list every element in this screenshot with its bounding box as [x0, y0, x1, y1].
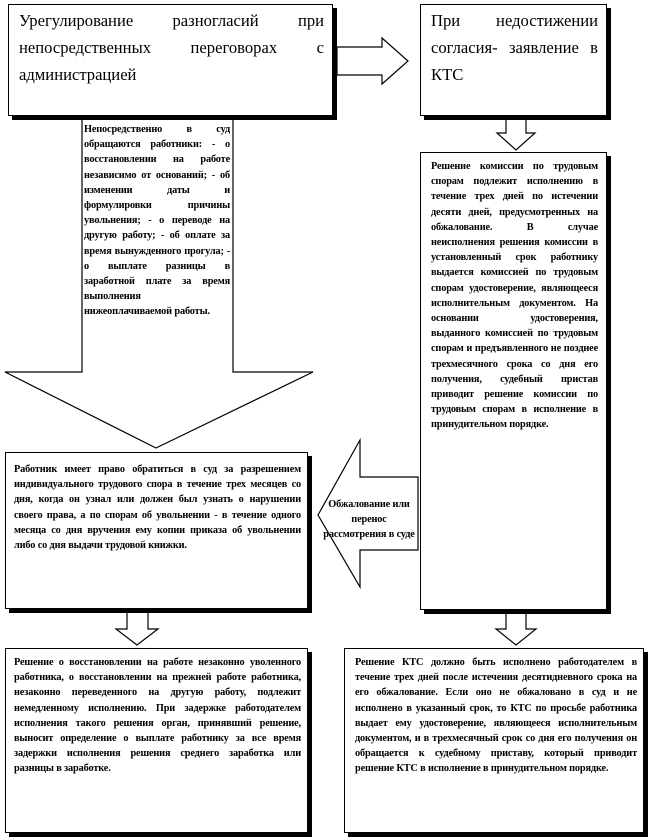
reinstatement-text: Решение о восстановлении на работе незаконно уволенного работника, о восстановлении на прежней работе работника, незаконно переведенного на другую работу, подлежит немедленному исполнению. При задержке работодателем исполнения такого решения орган, принявший решение, выносит определение о выплате работнику за все время задержки исполнения решения среднего заработка или разницы в заработке.: [14, 657, 301, 775]
worker-right-box: [5, 452, 308, 609]
direct-court-text: Непосредственно в суд обращаются работники: - о восстановлении на работе независимо от оснований; - об изменении даты и формулировки причины увольнения; - о переводе на другую работу; - об оплате за время вынужденного прогула; - о выплате разницы в заработной плате за время выполнения нижеоплачиваемой работы.: [84, 124, 230, 318]
kts-decision-box: [420, 152, 607, 610]
negotiation-box: [8, 4, 333, 116]
worker-right-text: Работник имеет право обратиться в суд за разрешением индивидуального трудового спора в течение трех месяцев со дня, когда он узнал или должен был узнать о нарушении своего права, а по спорам об увольнении - в течение одного месяца со дня вручения ему копии приказа об увольнении либо со дня выдачи трудовой книжки.: [14, 464, 301, 552]
kts-application-box: [420, 4, 607, 116]
kts-application-text: При недостижении согласия- заявление в КТС: [431, 11, 598, 84]
appeal-text-box: [323, 497, 415, 559]
arrow-down-decision: [496, 612, 536, 645]
reinstatement-box: [5, 648, 308, 833]
kts-decision-text: Решение комиссии по трудовым спорам подлежит исполнению в течение трех дней по истечении десяти дней, предусмотренных на обжалование. В случае неисполнения решения комиссии в установленный срок работнику выдается комиссией по трудовым спорам удостоверение, являющееся исполнительным документом. На основании удостоверения, выданного комиссией по трудовым спорам и предъявленного не позднее трехмесячного срока со дня его получения, судебный пристав приводит решение комиссии по трудовым спорам в исполнение в принудительном порядке.: [431, 161, 598, 431]
negotiation-text: Урегулирование разногласий при непосредственных переговорах с администрацией: [19, 11, 324, 84]
kts-execution-text: Решение КТС должно быть исполнено работодателем в течение трех дней после истечения десятидневного срока на его обжалование. Если оно не обжаловано в суд и не исполнено в указанный срок, то КТС по просьбе работника выдает ему удостоверение, являющееся исполнительным документом, и в трехмесячный срок со дня его получения он обращается к судебному приставу, который приводит решение КТС в исполнение в принудительном порядке.: [355, 657, 637, 775]
arrow-down-kts: [497, 118, 535, 150]
arrow-to-kts: [337, 38, 408, 84]
direct-court-text-box: [84, 122, 230, 370]
arrow-down-worker: [116, 612, 158, 645]
kts-execution-box: [344, 648, 644, 833]
appeal-text: Обжалование или перенос рассмотрения в суде: [323, 499, 415, 541]
